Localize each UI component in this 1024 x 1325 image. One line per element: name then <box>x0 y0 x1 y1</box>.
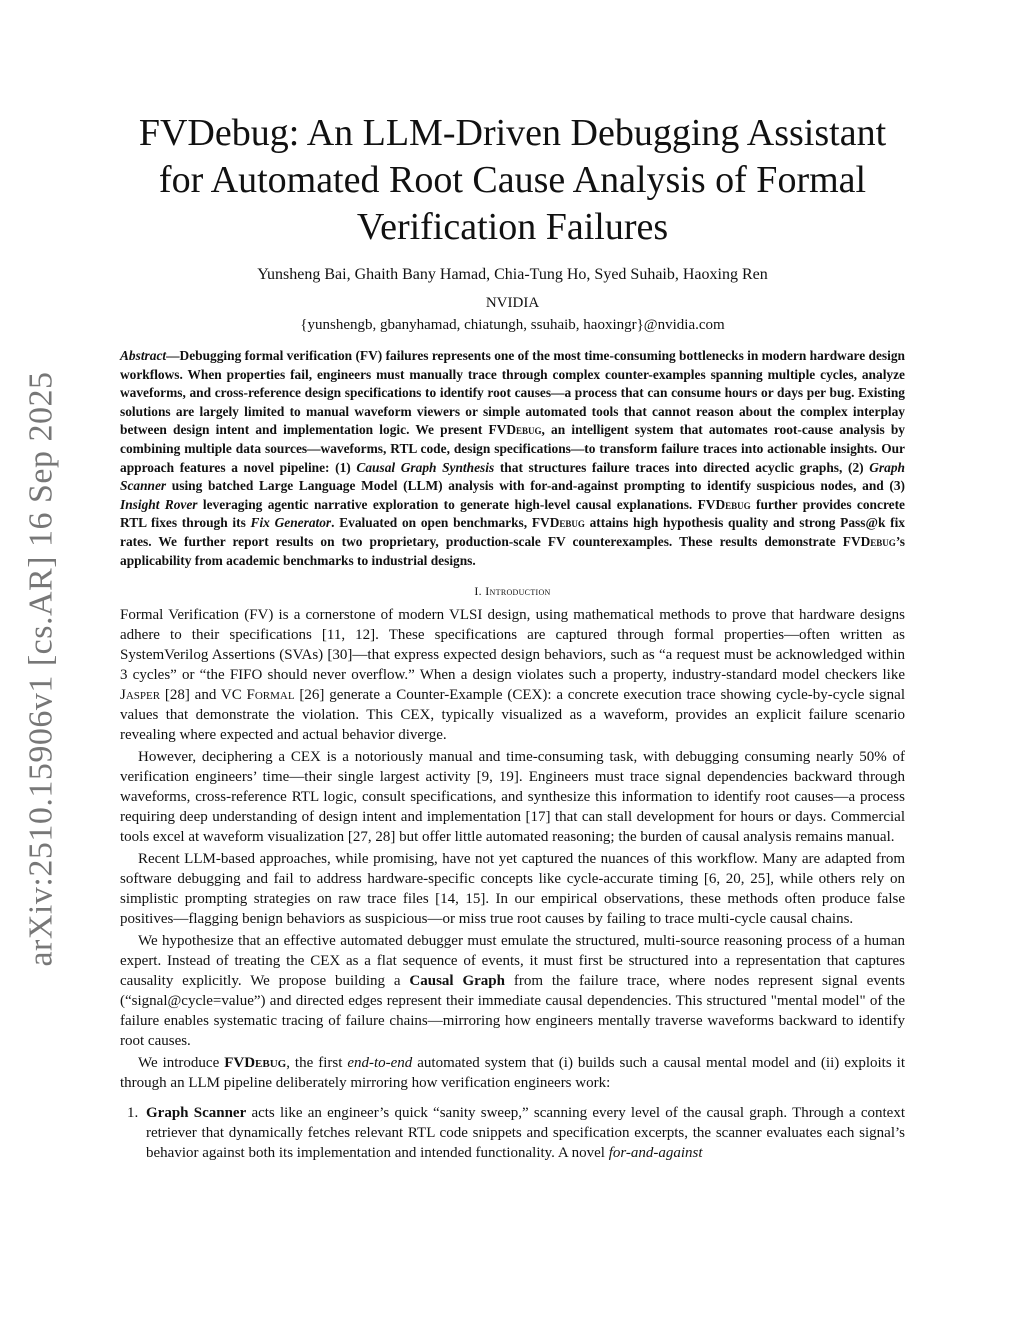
paragraph-text: , the first <box>286 1055 348 1072</box>
abstract-text: Debug <box>506 422 542 438</box>
paragraph-text: automated system that (i) builds such a causal mental model and (ii) exploits it through an LLM pipeline deliberately mirroring how verification engineers work: <box>120 1055 905 1092</box>
paragraph-text: [26] generate a Counter-Example (CEX): a concrete execution trace showing cycle-by-cycle signal values that demonstrate the violation. This CEX, typically visualized as a waveform, provides an explicit failure scenario revealing where expected and actual behavior diverge. <box>120 687 905 744</box>
title-line: FVDebug: An LLM-Driven Debugging Assistant <box>138 112 887 154</box>
abstract-text: further provides concrete RTL fixes through its <box>120 496 905 531</box>
paragraph-text: We introduce <box>138 1055 225 1072</box>
abstract-text: —Debugging formal verification (FV) failures represents one of the most time-consuming bottlenecks in modern hardware design workflows. When properties fail, engineers must manually trace through complex counter-examples spanning multiple cycles, analyze waveforms, and cross-reference design specifications to identify root causes—a process that can consume hours or days per bug. Existing solutions are largely limited to manual waveform viewers or simple automated tools that cannot reason about the complex interplay between design intent and implementation logic. We present FV <box>120 348 905 438</box>
author-list: Yunsheng Bai, Ghaith Bany Hamad, Chia-Tung Ho, Syed Suhaib, Haoxing Ren <box>257 266 768 283</box>
affiliation: NVIDIA <box>485 295 540 311</box>
paragraph-bold: FV <box>224 1055 245 1072</box>
abstract-text: . Evaluated on open benchmarks, FV <box>331 515 550 531</box>
list-item-label: Graph Scanner <box>146 1105 247 1122</box>
abstract <box>120 347 905 570</box>
abstract-emph: Graph Scanner <box>120 459 905 494</box>
intro-paragraph <box>120 931 905 1051</box>
paragraph-emph: end-to-end <box>347 1055 413 1072</box>
abstract-emph: Causal Graph Synthesis <box>356 459 495 475</box>
paragraph-text: Jasper <box>120 687 161 704</box>
abstract-text: Debug <box>715 496 751 512</box>
intro-paragraph: However, deciphering a CEX is a notoriously manual and time-consuming task, with debugging consuming nearly 50% of verification engineers’ time—their single largest activity [9, 19]. Engineers must trace signal dependencies backward through waveforms, cross-reference RTL logic, consult specifications, and synthesize this information to identify root causes—a process requiring deep understanding of design intent and implementation [17] that can stall development for hours or days. Commercial tools excel at waveform visualization [27, 28] but offer little automated reasoning; the burden of causal analysis remains manual. <box>120 749 905 846</box>
abstract-emph: Fix Generator <box>250 515 332 531</box>
list-item-emph: for-and-against <box>608 1145 703 1162</box>
paragraph-text: We hypothesize that an effective automated debugger must emulate the structured, multi-source reasoning process of a human expert. Instead of treating the CEX as a flat sequence of events, it must first be structured into a representation that captures causality explicitly. We propose building a <box>120 933 905 990</box>
abstract-text: that structures failure traces into directed acyclic graphs, (2) <box>494 459 870 475</box>
intro-paragraph: Recent LLM-based approaches, while promising, have not yet captured the nuances of this workflow. Many are adapted from software debugging and fail to address hardware-specific concepts like cycle-accurate timing [6, 20, 25], while others rely on simplistic prompting strategies on raw trace files [14, 15]. In our empirical observations, these methods often produce false positives—flagging benign behaviors as suspicious—or miss true root causes by failing to trace multi-cycle causal chains. <box>120 851 905 928</box>
title-line: Verification Failures <box>356 206 669 248</box>
paper-page <box>120 110 905 1163</box>
paper-title <box>120 110 905 251</box>
intro-paragraph <box>120 1053 905 1093</box>
title-line: for Automated Root Cause Analysis of Formal <box>158 159 867 201</box>
paragraph-text: from the failure trace, where nodes represent signal events (“signal@cycle=value”) and directed edges represent their immediate causal dependencies. This structured "mental model" of the failure enables systematic tracing of failure chains—mirroring how engineers mentally traverse waveforms backward to identify root causes. <box>120 973 905 1050</box>
paragraph-bold: Debug <box>244 1055 287 1072</box>
abstract-text: , an intelligent system that automates root-cause analysis by combining multiple data sources—waveforms, RTL code, design specifications—to transform failure traces into actionable insights. Our approach features a novel pipeline: (1) <box>120 422 905 475</box>
paragraph-text: Formal Verification (FV) is a cornerstone of modern VLSI design, using mathematical methods to prove that hardware designs adhere to their specifications [11, 12]. These specifications are captured through formal properties—often written as SystemVerilog Assertions (SVAs) [30]—that express expected design behaviors, such as “a request must be acknowledged within 3 cycles” or “the FIFO should never overflow.” When a design violates such a property, industry-standard model checkers like <box>120 607 905 684</box>
abstract-text: ’s applicability from academic benchmarks to industrial designs. <box>120 533 905 568</box>
abstract-label: Abstract <box>120 348 167 363</box>
list-item <box>142 1103 905 1163</box>
abstract-text: attains high hypothesis quality and strong Pass@k fix rates. We further report results on two proprietary, production-scale FV counterexamples. These results demonstrate FV <box>120 515 905 549</box>
paragraph-text: Formal <box>246 687 295 704</box>
paragraph-bold: Causal Graph <box>409 973 505 990</box>
arxiv-identifier: arXiv:2510.15906v1 [cs.AR] 16 Sep 2025 <box>23 371 60 967</box>
author-emails: {yunshengb, gbanyhamad, chiatungh, ssuhaib, haoxingr}@nvidia.com <box>300 317 725 333</box>
contribution-list <box>120 1103 905 1163</box>
abstract-text: using batched Large Language Model (LLM) analysis with for-and-against prompting to identify suspicious nodes, and (3) <box>166 478 905 494</box>
arxiv-side-stamp <box>16 371 68 967</box>
list-item-text: acts like an engineer’s quick “sanity sweep,” scanning every level of the causal graph. Through a context retriever that dynamically fetches relevant RTL code snippets and specification excerpts, the scanner evaluates each signal’s behavior against both its implementation and intended functionality. A novel <box>146 1105 905 1162</box>
abstract-emph: Insight Rover <box>120 496 198 512</box>
intro-paragraph <box>120 605 905 745</box>
abstract-text: Debug <box>549 515 585 531</box>
abstract-text: leveraging agentic narrative exploration to generate high-level causal explanations. FV <box>197 496 716 512</box>
section-heading: I. Introduction <box>474 584 551 599</box>
abstract-text: Debug <box>860 533 896 549</box>
paragraph-text: [28] and VC <box>160 687 247 704</box>
